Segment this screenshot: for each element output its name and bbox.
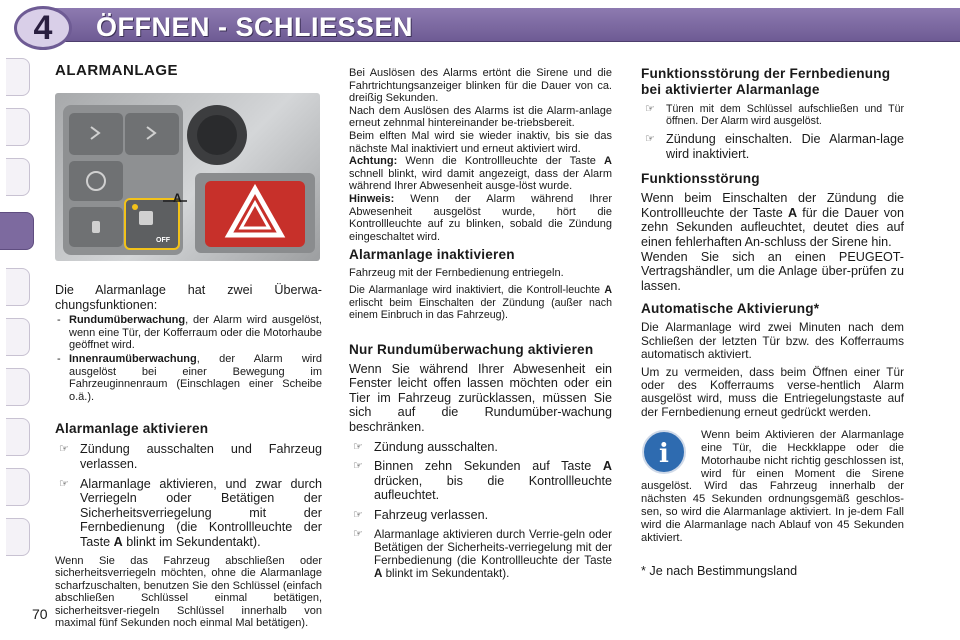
deactivate-note: Die Alarmanlage wird inaktiviert, die Kontroll-leuchte A erlischt beim Einschalten der Zündung (außer nach einem Einbruch in das Fahrzeug). (349, 283, 612, 322)
chapter-tab-10[interactable] (6, 518, 30, 556)
chapter-tab-8[interactable] (6, 418, 30, 456)
photo-label-off: OFF (156, 237, 170, 244)
photo-label-a: A (173, 191, 182, 205)
heading-perimeter-only: Nur Rundumüberwachung aktivieren (349, 341, 594, 357)
page-number: 70 (32, 606, 48, 622)
chapter-number: 4 (33, 9, 53, 47)
activate-step-2: ☞ Alarmanlage aktivieren, und zwar durch Verriegeln oder Betätigen der Sicherheitsverriegelung mit der Fernbedienung (die Kontrollleuchte der Taste A blinkt im Sekundentakt). (59, 476, 322, 549)
chapter-tab-2[interactable] (6, 108, 30, 146)
pointing-hand-icon: ☞ (645, 133, 655, 145)
auto-activation-avoid-text: Um zu vermeiden, dass beim Öffnen einer Tür oder des Kofferraums verse-hentlich Alarm ausgelöst wird, muss die Entriegelungstaste auf der Fernbedienung erneut gedrückt werden. (641, 364, 904, 419)
pointing-hand-icon: ☞ (59, 477, 69, 490)
heading-auto-activation: Automatische Aktivierung* (641, 301, 820, 317)
function-interior: - Innenraumüberwachung, der Alarm wird ausgelöst bei einer Bewegung im Fahrzeuginnenraum (Einschlagen einer Scheibe o.ä.). (57, 352, 322, 403)
activate-step-1: ☞ Zündung ausschalten und Fahrzeug verlassen. (59, 442, 322, 471)
column-middle (349, 67, 612, 585)
footnote: * Je nach Bestimmungsland (641, 564, 798, 579)
perimeter-step-2: ☞ Binnen zehn Sekunden auf Taste A drücken, bis die Kontrollleuchte aufleuchtet. (353, 459, 612, 503)
pointing-hand-icon: ☞ (353, 527, 363, 540)
info-text: Wenn beim Aktivieren der Alarmanlage eine Tür, die Heckklappe oder die Motorhaube nicht richtig geschlossen ist, wird für einen Moment die Sirene ausgelöst. Wird das Fahrzeug innerhalb der nächsten 45 Sekunden ordnungsgemäß geschlos-sen, so wird die Alarmanlage aktiviert. In je-dem Fall wird die Alarmanlage nach Ablauf von 45 Sekunden aktiviert. (641, 429, 904, 544)
heading-remote-fault: Funktionsstörung der Fernbedienung bei aktivierter Alarmanlage (641, 66, 891, 97)
activate-steps (55, 442, 322, 549)
pointing-hand-icon: ☞ (353, 509, 363, 522)
chapter-tab-3[interactable] (6, 158, 30, 196)
page-title: ÖFFNEN - SCHLIESSEN (96, 12, 414, 42)
heading-activate: Alarmanlage aktivieren (55, 421, 209, 437)
info-icon (641, 429, 687, 475)
eleventh-time-text: Beim elften Mal wird sie wieder inaktiv, bis sie das nächste Mal inaktiviert und erneut aktiviert wird. (349, 129, 612, 155)
function-perimeter: - Rundumüberwachung, der Alarm wird ausgelöst, wenn eine Tür, der Kofferraum oder die Motorhaube geöffnet wird. (57, 314, 322, 352)
pointing-hand-icon: ☞ (353, 440, 363, 453)
chapter-badge (14, 6, 72, 50)
perimeter-step-1: ☞ Zündung ausschalten. (353, 439, 498, 454)
perimeter-step-3: ☞ Fahrzeug verlassen. (353, 508, 489, 523)
chapter-tabs (0, 58, 36, 578)
pointing-hand-icon: ☞ (353, 460, 363, 473)
remote-fault-step-2: ☞ Zündung einschalten. Die Alarman-lage wird inaktiviert. (645, 132, 904, 161)
function-list (55, 314, 322, 403)
dashboard-switch-illustration (55, 93, 320, 261)
alarm-trigger-text: Bei Auslösen des Alarms ertönt die Sirene und die Fahrtrichtungsanzeiger blinken für die Dauer von ca. dreißig Sekunden. (349, 67, 612, 105)
svg-text:i: i (659, 439, 669, 470)
dashboard-photo (55, 93, 320, 261)
chapter-tab-7[interactable] (6, 368, 30, 406)
page-header (0, 0, 960, 52)
alarm-intro: Die Alarmanlage hat zwei Überwa-chungsfunktionen: (55, 283, 322, 312)
fault-dealer-text: Wenden Sie sich an einen PEUGEOT-Vertragshändler, um die Anlage über-prüfen zu lassen. (641, 249, 904, 293)
chapter-tab-9[interactable] (6, 468, 30, 506)
auto-activation-text: Die Alarmanlage wird zwei Minuten nach dem Schließen der letzten Tür bzw. des Kofferraums automatisch aktiviert. (641, 320, 904, 362)
info-box (641, 429, 904, 544)
after-trigger-text: Nach dem Auslösen des Alarms ist die Alarm-anlage erneut zehnmal hintereinander be-triebsbereit. (349, 104, 612, 130)
pointing-hand-icon: ☞ (59, 443, 69, 456)
heading-deactivate: Alarmanlage inaktivieren (349, 247, 515, 263)
fault-text: Wenn beim Einschalten der Zündung die Kontrollleuchte der Taste A für die Dauer von zehn Sekunden aufleuchtet, deutet dies auf einen fehlerhaften An-schluss der Sirene hin. (641, 191, 904, 249)
chapter-tab-1[interactable] (6, 58, 30, 96)
attention-note: Achtung: Wenn die Kontrollleuchte der Taste A schnell blinkt, wird damit angezeigt, dass der Alarm während Ihrer Abwesenheit ausge-löst wurde. (349, 155, 612, 193)
section-title-alarm: ALARMANLAGE (55, 62, 178, 79)
hint-note: Hinweis: Wenn der Alarm während Ihrer Abwesenheit ausgelöst wurde, hört die Kontrollleuchte auf zu blinken, sobald die Zündung eingeschaltet wird. (349, 192, 612, 243)
chapter-tab-4-active[interactable] (0, 212, 34, 250)
perimeter-step-4: ☞ Alarmanlage aktivieren durch Verrie-geln oder Betätigen der Sicherheits-verriegelung mit der Fernbedienung (die Kontrollleuchte der Taste A blinkt im Sekundentakt). (353, 527, 612, 580)
chapter-tab-6[interactable] (6, 318, 30, 356)
column-left (55, 64, 322, 630)
column-right (641, 66, 904, 579)
chapter-tab-5[interactable] (6, 268, 30, 306)
heading-fault: Funktionsstörung (641, 171, 760, 187)
pointing-hand-icon: ☞ (645, 103, 655, 115)
remote-fault-step-1: ☞ Türen mit dem Schlüssel aufschließen und Tür öffnen. Der Alarm wird ausgelöst. (645, 103, 904, 127)
perimeter-text: Wenn Sie während Ihrer Abwesenheit ein Fenster leicht offen lassen möchten oder ein Tier im Fahrzeug zurücklassen, müssen Sie sich auf die Rundumüber-wachung beschränken. (349, 361, 612, 435)
perimeter-steps (349, 440, 612, 580)
activate-note: Wenn Sie das Fahrzeug abschließen oder sicherheitsverriegeln möchten, ohne die Alarmanlage scharfzuschalten, benutzen Sie den Schlüssel (einfach abschließen Schlüssel einmal betätigen, sicherheitsver-riegeln Schlüssel innerhalb von maximal fünf Sekunden noch einmal Mal betätigen). (55, 554, 322, 630)
deactivate-text: Fahrzeug mit der Fernbedienung entriegeln. (349, 267, 564, 280)
remote-fault-steps (641, 103, 904, 161)
